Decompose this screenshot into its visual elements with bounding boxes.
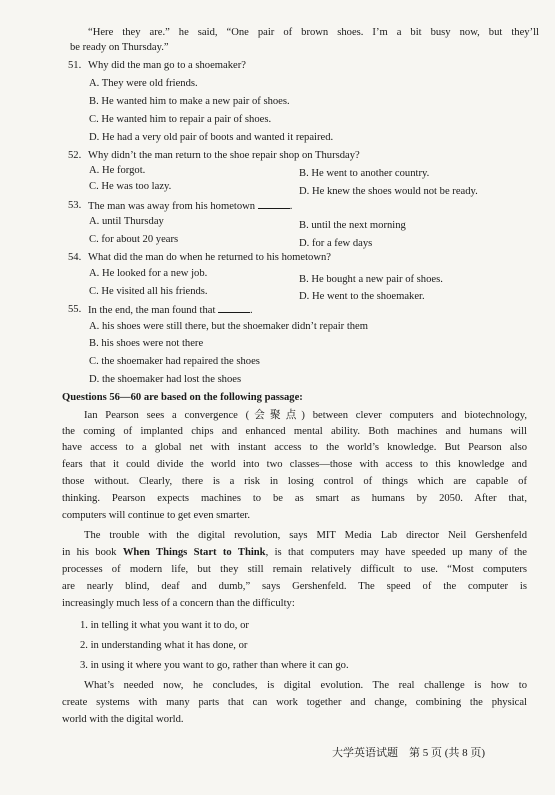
answer-option: C. for about 20 years [89, 234, 179, 245]
passage-line: Ian Pearson sees a convergence (会聚点) between clever computers and biotechnology, [84, 410, 527, 421]
passage-line: computers will continue to get even smarter. [62, 510, 250, 521]
question-number: 53. [68, 200, 82, 211]
list-item: 3. in using it where you want to go, rather than where it can go. [80, 660, 349, 671]
question-stem: Why didn’t the man return to the shoe repair shop on Thursday? [88, 150, 360, 161]
question-number: 54. [68, 252, 82, 263]
answer-option: D. He had a very old pair of boots and wanted it repaired. [89, 132, 334, 143]
answer-option: A. They were old friends. [89, 78, 198, 89]
answer-option: D. He went to the shoemaker. [299, 291, 425, 302]
answer-option: A. until Thursday [89, 216, 164, 227]
passage-line: increasingly much less of a concern than the difficulty: [62, 598, 295, 609]
answer-option: D. He knew the shoes would not be ready. [299, 186, 478, 197]
question-number: 52. [68, 150, 82, 161]
answer-option: C. He visited all his friends. [89, 286, 208, 297]
section-heading: Questions 56—60 are based on the following passage: [62, 392, 303, 403]
answer-option: B. He wanted him to make a new pair of shoes. [89, 96, 290, 107]
passage-line: those without. Clearly, there is a risk in losing control of things which are capable of [62, 476, 527, 487]
answer-option: D. the shoemaker had lost the shoes [89, 374, 242, 385]
answer-blank [218, 303, 250, 313]
question-number: 55. [68, 304, 82, 315]
list-item: 1. in telling it what you want it to do, or [80, 620, 249, 631]
answer-option: A. He looked for a new job. [89, 268, 208, 279]
answer-blank [258, 199, 290, 209]
list-item: 2. in understanding what it has done, or [80, 640, 248, 651]
passage-line: fears that it could divide the world into two classes—those with access to this knowledge and [62, 459, 527, 470]
intro-line: be ready on Thursday.” [70, 42, 169, 53]
passage-line: have access to a global net with instant access to the world’s knowledge. But Pearson also [62, 442, 527, 453]
question-stem: The man was away from his hometown . [88, 201, 293, 212]
answer-option: C. He was too lazy. [89, 181, 172, 192]
passage-line: thinking. Pearson expects machines to be as smart as humans by 2050. After that, [62, 493, 527, 504]
answer-option: D. for a few days [299, 238, 373, 249]
passage-line: What’s needed now, he concludes, is digital evolution. The real challenge is how to [84, 680, 527, 691]
passage-line: the coming of implanted chips and enhanced mental ability. Both machines and humans will [62, 426, 527, 437]
answer-option: A. his shoes were still there, but the shoemaker didn’t repair them [89, 321, 368, 332]
intro-line: “Here they are.” he said, “One pair of brown shoes. I’m a bit busy now, but they’ll [88, 27, 539, 38]
question-number: 51. [68, 60, 82, 71]
passage-line: are nearly blind, deaf and dumb,” says Gershenfeld. The speed of the computer is [62, 581, 527, 592]
answer-option: C. the shoemaker had repaired the shoes [89, 356, 260, 367]
page-footer: 大学英语试题 第 5 页 (共 8 页) [332, 747, 486, 759]
question-stem: What did the man do when he returned to his hometown? [88, 252, 332, 263]
passage-line: The trouble with the digital revolution, says MIT Media Lab director Neil Gershenfeld [84, 530, 527, 541]
passage-line: in his book When Things Start to Think, is that computers may have speeded up many of the [62, 547, 527, 558]
passage-line: processes of modern life, but they still remain relatively difficult to use. “Most computers [62, 564, 527, 575]
answer-option: B. He bought a new pair of shoes. [299, 274, 443, 285]
passage-line: create systems with many parts that can work together and change, combining the physical [62, 697, 527, 708]
question-stem: Why did the man go to a shoemaker? [88, 60, 246, 71]
answer-option: B. his shoes were not there [89, 338, 204, 349]
question-stem: In the end, the man found that . [88, 305, 253, 316]
answer-option: A. He forgot. [89, 165, 146, 176]
passage-line: world with the digital world. [62, 714, 184, 725]
answer-option: B. until the next morning [299, 220, 406, 231]
answer-option: B. He went to another country. [299, 168, 430, 179]
book-title: When Things Start to Think [122, 547, 266, 558]
answer-option: C. He wanted him to repair a pair of shoes. [89, 114, 272, 125]
